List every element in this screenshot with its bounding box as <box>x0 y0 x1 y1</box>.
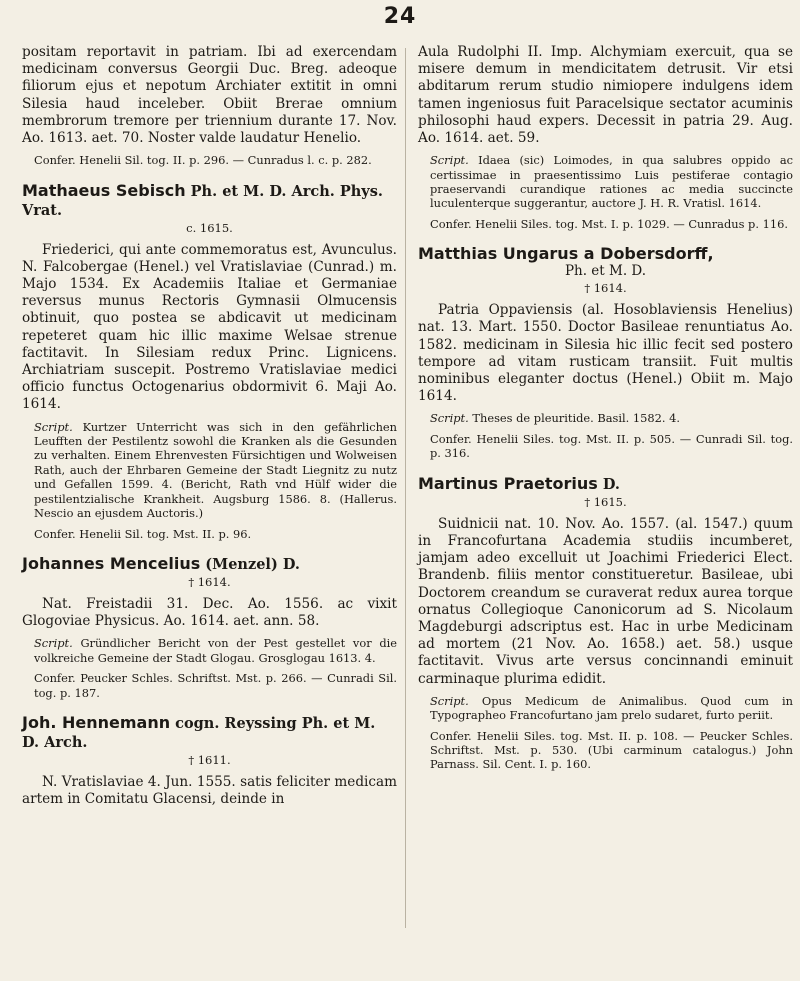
page-number: 24 <box>383 4 417 29</box>
entry-name: Johannes Mencelius <box>22 553 201 573</box>
entry-script <box>22 420 397 521</box>
entry-paragraph: N. Vratislaviae 4. Jun. 1555. satis feliciter medicam artem in Comitatu Glacensi, deinde in <box>22 773 397 808</box>
entry-name: Joh. Hennemann <box>22 712 171 732</box>
entry-date: c. 1615. <box>186 220 233 235</box>
entry-confer: Confer. Henelii Siles. tog. Mst. II. p. 505. — Cunradi Sil. tog. p. 316. <box>430 431 793 461</box>
left-intro-paragraph: positam reportavit in patriam. Ibi ad exercendam medicinam conversus Georgii Duc. Breg. adeoque filiorum ejus et nepotum Archiater extitit in omni Silesia haud inceleber. Obiit Breгae omnium membrorum tremore per triennium durante 17. Nov. Ao. 1613. aet. 70. Noster valde laudatur Henelio. <box>22 44 397 147</box>
entry-heading-praetorius <box>418 475 793 494</box>
right-intro-confer: Confer. Henelii Siles. tog. Mst. I. p. 1029. — Cunradus p. 116. <box>430 216 788 231</box>
entry-script-text: Idaea (sic) Loimodes, in qua salubres oppido ac certissimae in praesentissimo Luis pestiferae contagio praeservandi curandique rationes ac media succincte luculenterque suggerantur, auctore J. H. R. Vratisl. 1614. <box>430 153 793 211</box>
entry-heading-sebisch <box>22 182 397 220</box>
left-intro-confer: Confer. Henelii Sil. tog. II. p. 296. — Cunradus l. c. p. 282. <box>34 153 372 168</box>
script-label: Script. <box>430 411 469 426</box>
entry-date: † 1611. <box>188 752 231 767</box>
entry-name: Matthias Ungarus a Dobersdorff, <box>418 244 714 264</box>
entry-date: † 1614. <box>584 281 627 296</box>
entry-title: Ph. et M. D. <box>564 263 647 280</box>
script-label: Script. <box>430 153 469 168</box>
entry-paragraph: Nat. Freistadii 31. Dec. Ao. 1556. ac vixit Glogoviae Physicus. Ao. 1614. aet. ann. 58. <box>22 595 397 630</box>
entry-heading-hennemann <box>22 714 397 752</box>
entry-confer: Confer. Henelii Sil. tog. Mst. II. p. 96. <box>34 526 252 541</box>
script-label: Script. <box>430 693 469 708</box>
entry-script <box>418 694 793 723</box>
entry-title: Ph. et M. D. Arch. Phys. Vrat. <box>22 182 383 219</box>
entry-heading-ungarus <box>418 245 793 263</box>
script-label: Script. <box>34 419 73 434</box>
entry-script <box>418 411 793 425</box>
right-column <box>418 44 793 772</box>
entry-date: † 1615. <box>584 494 627 509</box>
entry-name: Mathaeus Sebisch <box>22 180 186 200</box>
entry-script-text: Theses de pleuritide. Basil. 1582. 4. <box>472 411 680 426</box>
script-label: Script. <box>34 636 73 651</box>
entry-name: Martinus Praetorius <box>418 473 598 493</box>
entry-paragraph: Suidnicii nat. 10. Nov. Ao. 1557. (al. 1547.) quum in Francofurtana Academia studiis incumberet, jamjam adeo excelluit ut Joachimi Friederici Elect. Brandenb. filiis mentor constitueretur. Basileae, ubi Doctorem creandum se curaverat redux aurea torque ornatus Collegioque Canonicorum ad S. Nicolaum Magdeburgi adscriptus est. Hac in urbe Medicinam ad mortem (21 Nov. Ao. 1658.) aet. 58.) usque factitavit. Vivus arte versus concinnandi eminuit carminaque plurima edidit. <box>418 515 793 687</box>
entry-script-text: Opus Medicum de Animalibus. Quod cum in Typographeo Francofurtano jam prelo sudaret, furto periit. <box>430 693 794 723</box>
entry-date: † 1614. <box>188 574 231 589</box>
left-column <box>22 44 397 808</box>
entry-script <box>22 636 397 665</box>
entry-title: (Menzel) D. <box>200 555 300 573</box>
entry-script-text: Gründlicher Bericht von der Pest gestellet vor die volkreiche Gemeine der Stadt Glogau. Grosglogau 1613. 4. <box>34 636 398 665</box>
entry-title: D. <box>597 475 620 493</box>
entry-confer: Confer. Henelii Siles. tog. Mst. II. p. 108. — Peucker Schles. Schriftst. Mst. p. 530. (Ubi carminum catalogus.) John Parnass. Sil. Cent. I. p. 160. <box>430 728 793 772</box>
right-intro-script <box>418 153 793 211</box>
entry-title: cogn. Reyssing Ph. et M. D. Arch. <box>22 714 376 751</box>
column-divider <box>405 48 406 928</box>
entry-heading-mencelius <box>22 555 397 574</box>
right-intro-paragraph: Aula Rudolphi II. Imp. Alchymiam exercuit, qua se misere demum in mendicitatem detrusit. Vir etsi abditarum rerum studio nimiopere indulgens idem tamen ingeniosus fuit Paracelsique sectator acuminis philosophi haud expers. Decessit in patria 29. Aug. Ao. 1614. aet. 59. <box>418 44 793 147</box>
entry-paragraph: Patria Oppaviensis (al. Hosoblaviensis Henelius) nat. 13. Mart. 1550. Doctor Basileae renuntiatus Ao. 1582. medicinam in Silesia hic illic fecit sed postero tempore ad vitam rusticam transiit. Fuit multis nominibus eleganter doctus (Henel.) Obiit m. Majo 1614. <box>418 302 793 405</box>
entry-confer: Confer. Peucker Schles. Schriftst. Mst. p. 266. — Cunradi Sil. tog. p. 187. <box>34 671 397 700</box>
entry-script-text: Kurtzer Unterricht was sich in den gefährlichen Leufften der Pestilentz sowohl die Kranken als die Gesunden zu verhalten. Einem Ehrenvesten Fürsichtigen und Wolweisen Rath, auch der Ehrbaren Gemeine der Stadt Liegnitz zu nutz und Gefallen 1599. 4. (Bericht, Rath vnd Hülf wider die pestilentzialische Krankheit. Augsburg 1586. 8. (Hallerus. Nescio an ejusdem Auctoris.) <box>34 419 397 521</box>
entry-paragraph: Friederici, qui ante commemoratus est, Avunculus. N. Falcobergae (Henel.) vel Vratislaviae (Cunrad.) m. Majo 1534. Ex Academiis Italiae et Germaniae reversus munus Rectoris Gymnasii Olmucensis obtinuit, quo postea se abdicavit ut medicinam repeteret quam hic illic maxime Welsae strenue factitavit. In Silesiam redux Princ. Lignicens. Archiatriam suscepit. Postremo Vratislaviae medici officio functus Octogenarius obdormivit 6. Maji Ao. 1614. <box>22 241 397 413</box>
